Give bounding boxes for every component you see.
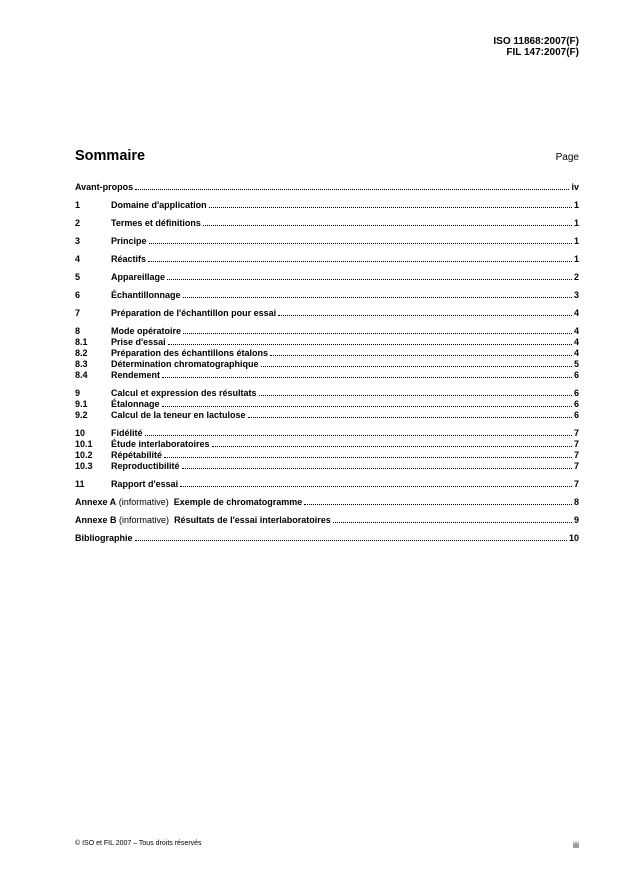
toc-entry-9-1[interactable]	[75, 398, 579, 409]
toc-dot-leader	[333, 514, 572, 523]
toc-dot-leader	[162, 398, 572, 407]
toc-entry-title: Préparation de l'échantillon pour essai	[111, 308, 277, 318]
toc-entry-title: Reproductibilité	[111, 461, 180, 471]
toc-entry-number: 6	[75, 290, 81, 300]
toc-entry-page: 2	[573, 272, 579, 282]
toc-heading-row	[75, 148, 579, 164]
standard-number-fil: FIL 147:2007(F)	[506, 47, 579, 58]
toc-entry-page: 7	[573, 461, 579, 471]
page-header	[493, 36, 579, 58]
toc-dot-leader	[278, 307, 572, 316]
toc-entry-page: 3	[573, 290, 579, 300]
toc-entry-10-2[interactable]	[75, 449, 579, 460]
toc-entry-5[interactable]	[75, 271, 579, 282]
toc-entry-number: 8	[75, 326, 81, 336]
toc-dot-leader	[135, 532, 567, 541]
toc-entry-8[interactable]	[75, 325, 579, 336]
toc-entry-page: 1	[573, 218, 579, 228]
toc-entry-title: Fidélité	[111, 428, 143, 438]
toc-entry-number: 9	[75, 388, 81, 398]
toc-entry-title: Calcul et expression des résultats	[111, 388, 257, 398]
toc-dot-leader	[135, 181, 569, 190]
toc-entry-number: 8.1	[75, 337, 88, 347]
toc-entry-1[interactable]	[75, 199, 579, 210]
toc-entry-title: Appareillage	[111, 272, 166, 282]
toc-entry-10[interactable]	[75, 427, 579, 438]
toc-entry-title: Mode opératoire	[111, 326, 182, 336]
toc-entry-title: Étalonnage	[111, 399, 160, 409]
toc-entry-page: 4	[573, 348, 579, 358]
toc-dot-leader	[304, 496, 572, 505]
toc-entry-bibliographie[interactable]	[75, 532, 579, 543]
toc-entry-number: 7	[75, 308, 81, 318]
toc-entry-page: 6	[573, 399, 579, 409]
toc-entry-title: Préparation des échantillons étalons	[111, 348, 269, 358]
toc-entry-9[interactable]	[75, 387, 579, 398]
toc-entry-title: Avant-propos	[75, 182, 134, 192]
toc-entry-title: Termes et définitions	[111, 218, 201, 228]
toc-entry-number: 9.1	[75, 399, 88, 409]
toc-entry-title: Détermination chromatographique	[111, 359, 259, 369]
toc-entry-title: Rendement	[111, 370, 161, 380]
toc-entry-8-2[interactable]	[75, 347, 579, 358]
toc-entry-page: 4	[573, 308, 579, 318]
toc-entry-page: 7	[573, 428, 579, 438]
toc-entry-title: Calcul de la teneur en lactulose	[111, 410, 246, 420]
toc-entry-8-1[interactable]	[75, 336, 579, 347]
toc-entry-page: 1	[573, 236, 579, 246]
toc-entry-number: 1	[75, 200, 81, 210]
toc-entry-8-4[interactable]	[75, 369, 579, 380]
toc-entry-number: 10.1	[75, 439, 93, 449]
toc-annex-type: (informative)	[119, 515, 170, 525]
toc-entry-10-3[interactable]	[75, 460, 579, 471]
toc-dot-leader	[148, 253, 572, 262]
toc-entry-title: Domaine d'application	[111, 200, 207, 210]
toc-entry-title: Exemple de chromatogramme	[173, 497, 303, 507]
toc-entry-page: 6	[573, 388, 579, 398]
toc-entry-page: 4	[573, 326, 579, 336]
page-number: iii	[573, 840, 579, 850]
toc-entry-number: 5	[75, 272, 81, 282]
table-of-contents	[75, 181, 579, 543]
toc-entry-title: Bibliographie	[75, 533, 133, 543]
toc-entry-page: 5	[573, 359, 579, 369]
toc-entry-number: 9.2	[75, 410, 88, 420]
toc-dot-leader	[167, 271, 572, 280]
toc-entry-title: Répétabilité	[111, 450, 163, 460]
toc-entry-number: 8.3	[75, 359, 88, 369]
toc-entry-number: 10.3	[75, 461, 93, 471]
toc-dot-leader	[209, 199, 572, 208]
toc-dot-leader	[261, 358, 572, 367]
toc-entry-number: 8.4	[75, 370, 88, 380]
toc-entry-2[interactable]	[75, 217, 579, 228]
toc-entry-11[interactable]	[75, 478, 579, 489]
toc-dot-leader	[162, 369, 572, 378]
toc-entry-title: Prise d'essai	[111, 337, 166, 347]
toc-annex-type: (informative)	[118, 497, 169, 507]
toc-dot-leader	[212, 438, 572, 447]
toc-entry-10-1[interactable]	[75, 438, 579, 449]
toc-dot-leader	[180, 478, 572, 487]
toc-entry-page: 9	[573, 515, 579, 525]
toc-annex-label: Annexe A	[75, 497, 117, 507]
toc-dot-leader	[203, 217, 572, 226]
toc-entry-title: Réactifs	[111, 254, 147, 264]
toc-entry-title: Étude interlaboratoires	[111, 439, 210, 449]
toc-entry-annexe-b[interactable]	[75, 514, 579, 525]
toc-entry-number: 4	[75, 254, 81, 264]
toc-dot-leader	[164, 449, 572, 458]
page-footer	[75, 840, 579, 850]
toc-annex-label: Annexe B	[75, 515, 117, 525]
toc-entry-page: 7	[573, 439, 579, 449]
copyright-notice: © ISO et FIL 2007 – Tous droits réservés	[75, 840, 202, 847]
toc-entry-page: 6	[573, 370, 579, 380]
toc-entry-page: 7	[573, 450, 579, 460]
toc-entry-page: iv	[571, 182, 579, 192]
toc-entry-page: 1	[573, 200, 579, 210]
toc-entry-7[interactable]	[75, 307, 579, 318]
toc-entry-number: 8.2	[75, 348, 88, 358]
toc-dot-leader	[259, 387, 572, 396]
toc-entry-page: 10	[568, 533, 579, 543]
toc-dot-leader	[145, 427, 572, 436]
toc-dot-leader	[149, 235, 572, 244]
toc-entry-number: 11	[75, 479, 85, 489]
toc-dot-leader	[183, 325, 572, 334]
toc-entry-avant-propos[interactable]	[75, 181, 579, 192]
toc-entry-page: 6	[573, 410, 579, 420]
toc-entry-4[interactable]	[75, 253, 579, 264]
toc-dot-leader	[248, 409, 572, 418]
toc-entry-title: Rapport d'essai	[111, 479, 179, 489]
toc-entry-6[interactable]	[75, 289, 579, 300]
toc-entry-3[interactable]	[75, 235, 579, 246]
toc-entry-9-2[interactable]	[75, 409, 579, 420]
toc-dot-leader	[270, 347, 572, 356]
toc-entry-number: 2	[75, 218, 81, 228]
toc-entry-8-3[interactable]	[75, 358, 579, 369]
toc-title: Sommaire	[75, 148, 146, 164]
toc-entry-annexe-a[interactable]	[75, 496, 579, 507]
toc-dot-leader	[183, 289, 572, 298]
toc-entry-number: 10.2	[75, 450, 93, 460]
standard-number-iso: ISO 11868:2007(F)	[493, 36, 579, 47]
toc-dot-leader	[182, 460, 572, 469]
toc-entry-page: 8	[573, 497, 579, 507]
toc-entry-title: Échantillonnage	[111, 290, 181, 300]
toc-entry-number: 3	[75, 236, 81, 246]
toc-entry-number: 10	[75, 428, 86, 438]
toc-page-label: Page	[555, 152, 579, 163]
toc-entry-page: 4	[573, 337, 579, 347]
toc-entry-title: Résultats de l'essai interlaboratoires	[174, 515, 331, 525]
toc-entry-page: 1	[573, 254, 579, 264]
toc-entry-title: Principe	[111, 236, 147, 246]
toc-dot-leader	[168, 336, 572, 345]
toc-entry-page: 7	[573, 479, 579, 489]
